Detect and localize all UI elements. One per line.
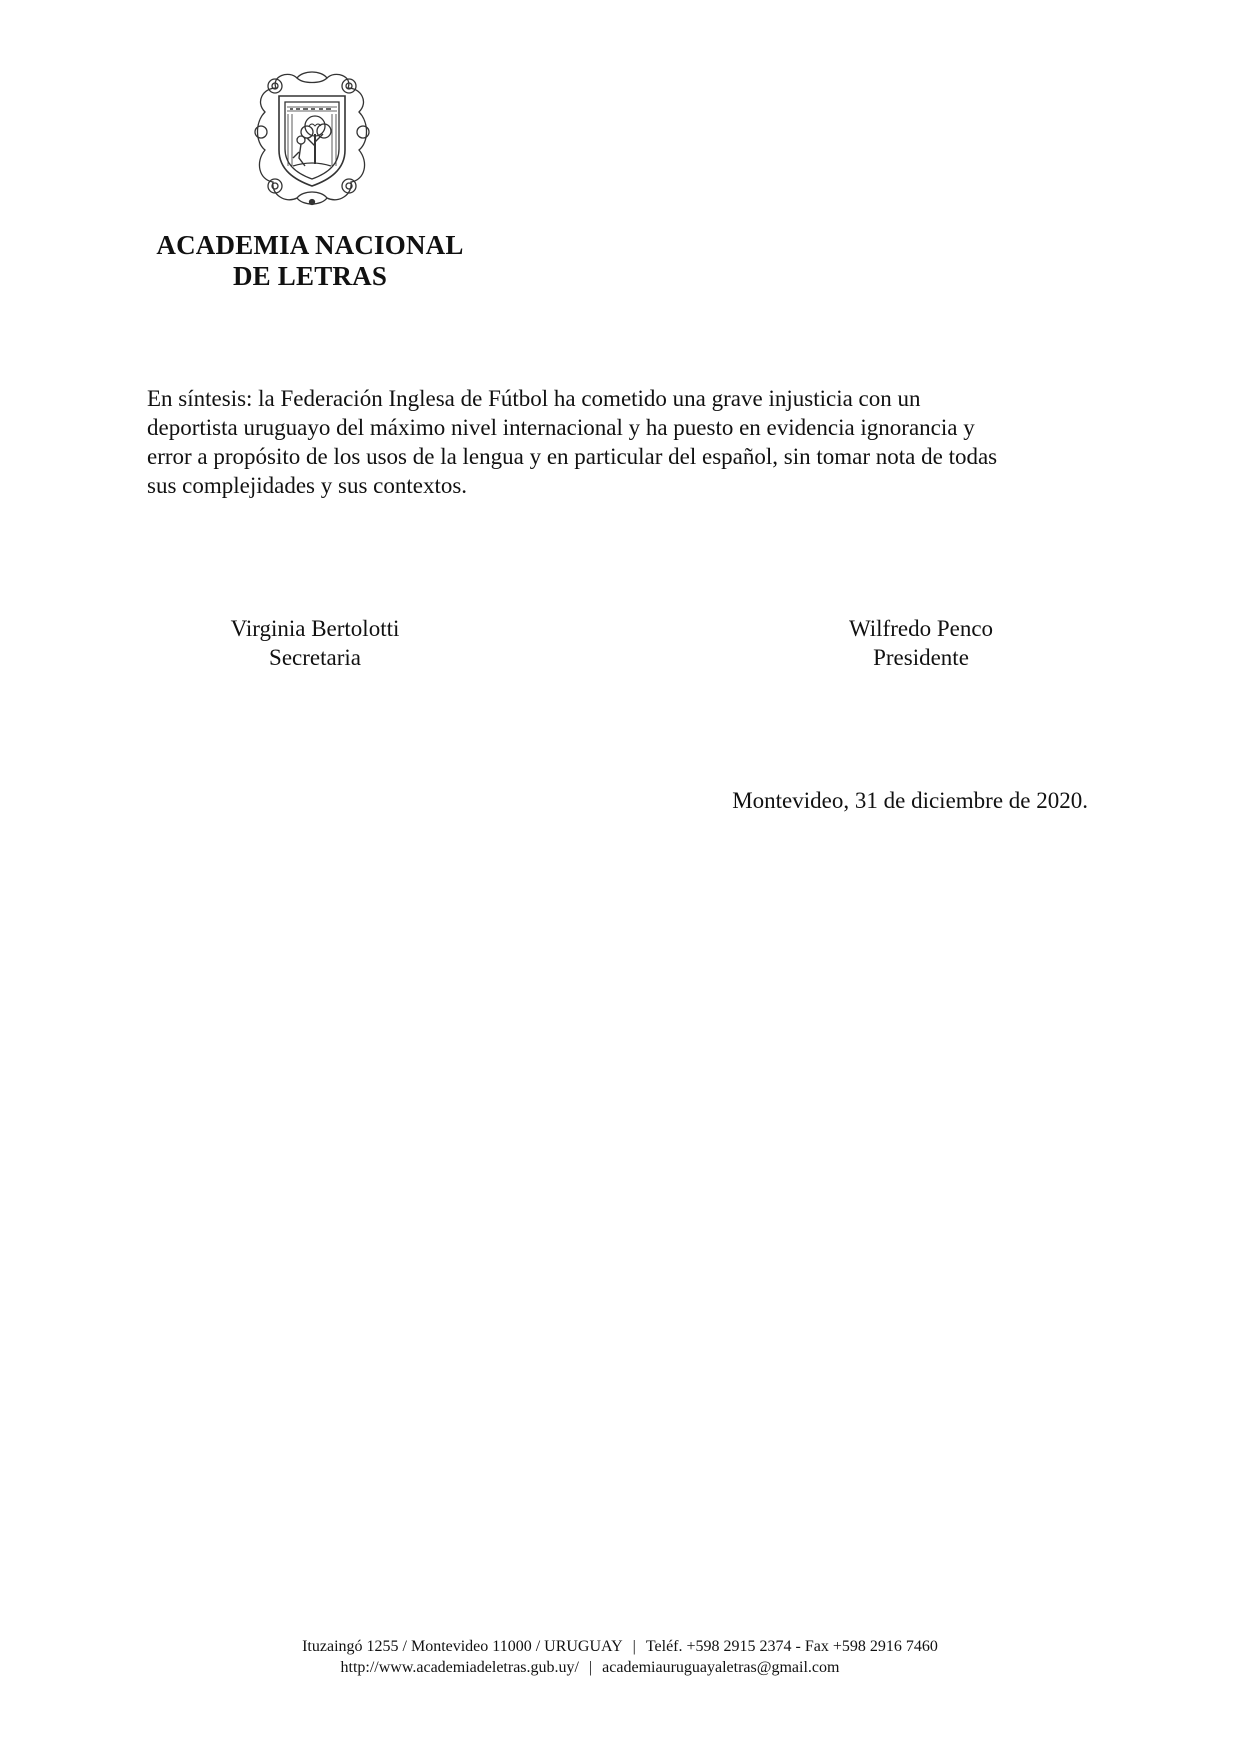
signature-name: Wilfredo Penco bbox=[848, 616, 994, 641]
footer-line-contact bbox=[120, 1636, 1120, 1657]
body-line: deportista uruguayo del máximo nivel internacional y ha puesto en evidencia ignorancia y bbox=[147, 415, 975, 440]
footer-separator: | bbox=[632, 1638, 636, 1655]
footer-address: Ituzaingó 1255 / Montevideo 11000 / URUGUAY bbox=[302, 1638, 623, 1655]
body-line: En síntesis: la Federación Inglesa de Fútbol ha cometido una grave injusticia con un bbox=[147, 386, 921, 411]
signature-secretary bbox=[200, 614, 430, 672]
org-name-line-2: DE LETRAS bbox=[232, 261, 388, 291]
signature-president bbox=[806, 614, 1036, 672]
academy-crest-icon bbox=[241, 66, 383, 212]
footer-email-link[interactable]: academiauruguayaletras@gmail.com bbox=[602, 1659, 840, 1676]
letter-footer bbox=[120, 1636, 1120, 1678]
body-line: error a propósito de los usos de la lengua y en particular del español, sin tomar nota de todas bbox=[147, 444, 998, 469]
signature-name: Virginia Bertolotti bbox=[230, 616, 400, 641]
place-and-date: Montevideo, 31 de diciembre de 2020. bbox=[732, 788, 1088, 813]
footer-line-web bbox=[120, 1657, 1120, 1678]
footer-phone-fax: Teléf. +598 2915 2374 - Fax +598 2916 7460 bbox=[645, 1638, 938, 1655]
signature-title: Presidente bbox=[873, 645, 969, 670]
letter-body bbox=[147, 384, 1097, 500]
body-line: sus complejidades y sus contextos. bbox=[147, 473, 468, 498]
signature-title: Secretaria bbox=[269, 645, 361, 670]
footer-website-link[interactable]: http://www.academiadeletras.gub.uy/ bbox=[340, 1659, 579, 1676]
org-name bbox=[140, 230, 480, 292]
org-name-line-1: ACADEMIA NACIONAL bbox=[156, 230, 464, 260]
footer-separator: | bbox=[588, 1659, 593, 1676]
